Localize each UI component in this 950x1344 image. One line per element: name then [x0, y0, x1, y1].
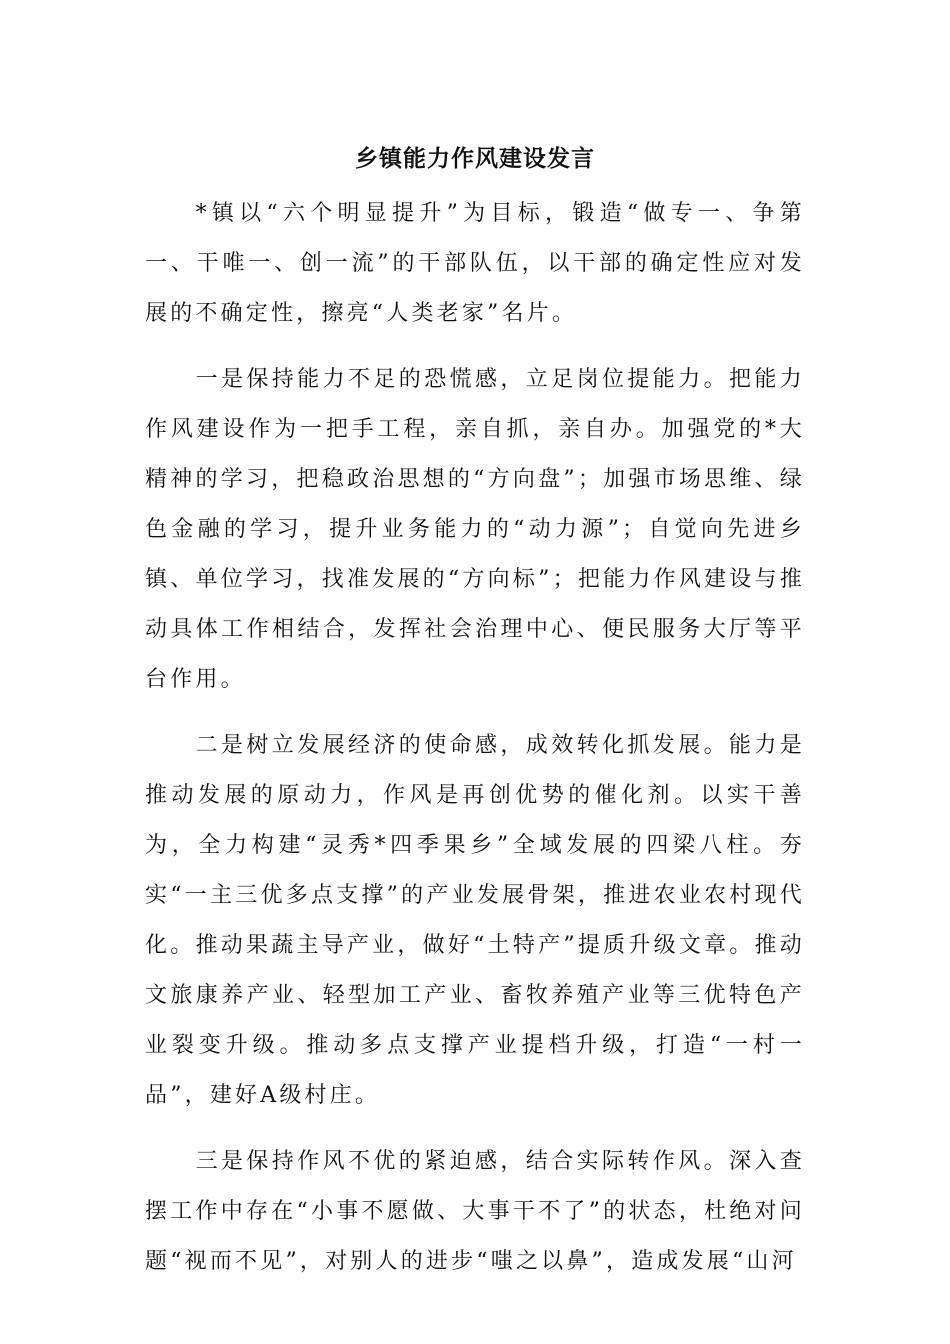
paragraph-intro: *镇以“六个明显提升”为目标，锻造“做专一、争第一、干唯一、创一流”的干部队伍，以干部的确定性应对发展的不确定性，擦亮“人类老家”名片。 — [145, 201, 805, 326]
paragraph-point-three: 三是保持作风不优的紧迫感，结合实际转作风。深入查摆工作中存在“小事不愿做、大事干不了”的状态，杜绝对问题“视而不见”，对别人的进步“嗤之以鼻”，造成发展“山河 — [145, 1149, 805, 1274]
document-title: 乡镇能力作风建设发言 — [355, 145, 595, 172]
paragraph-point-one: 一是保持能力不足的恐慌感，立足岗位提能力。把能力作风建设作为一把手工程，亲自抓，亲自办。加强党的*大精神的学习，把稳政治思想的“方向盘”；加强市场思维、绿色金融的学习，提升业务能力的“动力源”；自觉向先进乡镇、单位学习，找准发展的“方向标”；把能力作风建设与推动具体工作相结合，发挥社会治理中心、便民服务大厅等平台作用。 — [145, 367, 805, 692]
paragraph-point-two: 二是树立发展经济的使命感，成效转化抓发展。能力是推动发展的原动力，作风是再创优势的催化剂。以实干善为，全力构建“灵秀*四季果乡”全域发展的四梁八柱。夯实“一主三优多点支撑”的产业发展骨架，推进农业农村现代化。推动果蔬主导产业，做好“土特产”提质升级文章。推动文旅康养产业、轻型加工产业、畜牧养殖产业等三优特色产业裂变升级。推动多点支撑产业提档升级，打造“一村一品”，建好A级村庄。 — [145, 733, 805, 1108]
document-body — [145, 189, 805, 1303]
